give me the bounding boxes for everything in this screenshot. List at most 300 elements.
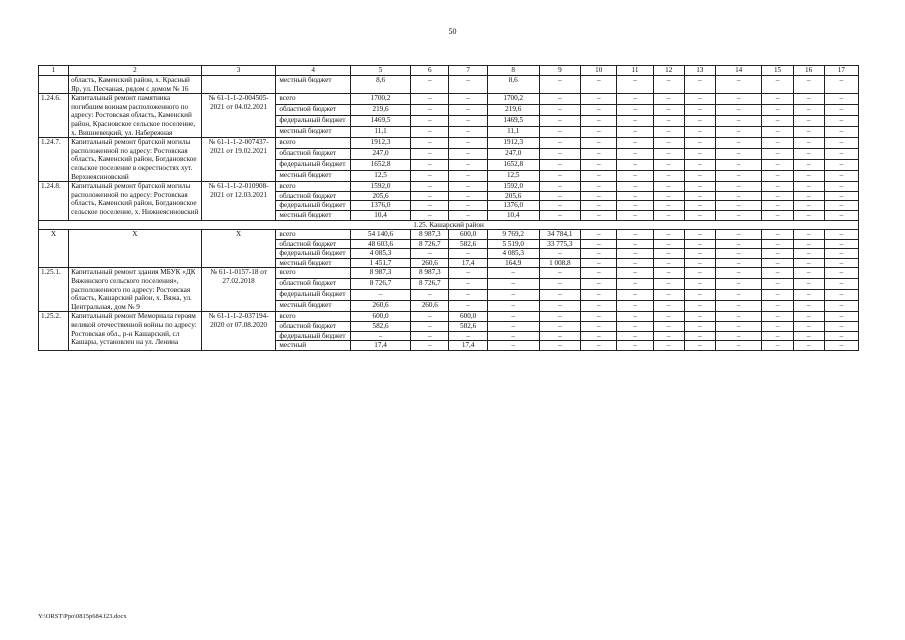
amount-cell: – — [449, 279, 487, 290]
amount-cell: – — [449, 268, 487, 279]
amount-cell: – — [684, 210, 715, 220]
amount-cell: – — [793, 341, 824, 351]
amount-cell: – — [793, 116, 824, 127]
amount-cell: – — [824, 268, 858, 279]
amount-cell: – — [762, 322, 793, 332]
amount-cell: 1912,3 — [351, 138, 411, 149]
amount-cell: – — [617, 127, 653, 138]
amount-cell: – — [653, 76, 684, 94]
amount-cell: 247,0 — [487, 149, 539, 160]
amount-cell: 205,6 — [351, 191, 411, 201]
amount-cell: – — [684, 230, 715, 240]
amount-cell: – — [762, 331, 793, 341]
amount-cell: – — [411, 138, 449, 149]
column-number-cell: 3 — [201, 66, 276, 76]
amount-cell: 10,4 — [351, 210, 411, 220]
amount-cell: – — [793, 322, 824, 332]
amount-cell: – — [793, 149, 824, 160]
item-number — [39, 76, 69, 94]
funding-source: всего — [276, 268, 351, 279]
amount-cell: 9 769,2 — [487, 230, 539, 240]
amount-cell: – — [653, 290, 684, 301]
amount-cell: – — [824, 105, 858, 116]
amount-cell: – — [793, 249, 824, 259]
amount-cell: – — [715, 201, 762, 211]
amount-cell: 11,1 — [351, 127, 411, 138]
amount-cell: – — [715, 105, 762, 116]
amount-cell: 1592,0 — [351, 182, 411, 192]
object-name: Капитальный ремонт здания МБУК «ДК Вяжинского сельского поселения», расположенного по адресу: Ростовская область, Кашарский район, х. Вяжа, ул. Центральная, дом № 9 — [69, 268, 202, 312]
amount-cell: – — [684, 249, 715, 259]
amount-cell: – — [581, 258, 617, 268]
expertise-document: № 61-1-1-2-007437-2021 от 19.02.2021 — [201, 138, 276, 182]
amount-cell: – — [539, 341, 580, 351]
amount-cell: – — [715, 127, 762, 138]
amount-cell: – — [653, 341, 684, 351]
amount-cell: – — [824, 312, 858, 322]
amount-cell: – — [351, 331, 411, 341]
amount-cell: 219,6 — [487, 105, 539, 116]
amount-cell: – — [617, 191, 653, 201]
amount-cell: – — [617, 301, 653, 312]
funding-source: местный бюджет — [276, 127, 351, 138]
funding-source: областной бюджет — [276, 105, 351, 116]
amount-cell: – — [581, 116, 617, 127]
amount-cell: – — [684, 258, 715, 268]
column-number-cell: 12 — [653, 66, 684, 76]
expertise-document: № 61-1-1-2-004505-2021 от 04.02.2021 — [201, 94, 276, 138]
amount-cell: – — [762, 201, 793, 211]
amount-cell: – — [793, 105, 824, 116]
amount-cell: – — [715, 268, 762, 279]
amount-cell: 8,6 — [487, 76, 539, 94]
table-row — [39, 312, 859, 322]
amount-cell: – — [581, 105, 617, 116]
amount-cell: – — [793, 94, 824, 105]
page-number: 50 — [448, 27, 457, 36]
amount-cell: – — [617, 94, 653, 105]
amount-cell: – — [684, 94, 715, 105]
object-name: X — [69, 230, 202, 268]
amount-cell: – — [617, 249, 653, 259]
table-row — [39, 230, 859, 240]
amount-cell: – — [684, 149, 715, 160]
object-name: Капитальный ремонт памятника погибшим воинам расположенного по адресу: Ростовская область, Каменский район, Красновское сельское поселение, х. Вишневецкий, ул. Набережная — [69, 94, 202, 138]
amount-cell: 600,0 — [449, 230, 487, 240]
amount-cell: – — [715, 331, 762, 341]
amount-cell: – — [653, 105, 684, 116]
item-number: 1.24.7. — [39, 138, 69, 182]
amount-cell: – — [449, 149, 487, 160]
amount-cell: – — [762, 301, 793, 312]
amount-cell: – — [539, 160, 580, 171]
amount-cell: – — [617, 279, 653, 290]
amount-cell: – — [793, 210, 824, 220]
amount-cell: – — [411, 182, 449, 192]
amount-cell: – — [411, 105, 449, 116]
funding-source: местный бюджет — [276, 210, 351, 220]
amount-cell: 5 519,0 — [487, 239, 539, 249]
funding-source: федеральный бюджет — [276, 290, 351, 301]
object-name: Капитальный ремонт братской могилы расположенной по адресу: Ростовская область, Каменский район, Богдановское сельское поселение в окрестностях хут. Верхнеясиновский — [69, 138, 202, 182]
amount-cell: – — [487, 301, 539, 312]
funding-source: местный бюджет — [276, 76, 351, 94]
amount-cell: – — [824, 322, 858, 332]
amount-cell: – — [824, 249, 858, 259]
column-number-cell: 15 — [762, 66, 793, 76]
column-number-cell: 4 — [276, 66, 351, 76]
amount-cell: – — [539, 105, 580, 116]
amount-cell: – — [653, 249, 684, 259]
amount-cell: 247,0 — [351, 149, 411, 160]
amount-cell: – — [581, 301, 617, 312]
amount-cell: 10,4 — [487, 210, 539, 220]
amount-cell: – — [411, 312, 449, 322]
amount-cell: 205,6 — [487, 191, 539, 201]
expertise-document: № 61-1-0157-18 от 27.02.2018 — [201, 268, 276, 312]
amount-cell: – — [824, 138, 858, 149]
amount-cell: – — [581, 322, 617, 332]
amount-cell: – — [824, 239, 858, 249]
amount-cell: 219,6 — [351, 105, 411, 116]
amount-cell: – — [824, 230, 858, 240]
funding-source: всего — [276, 230, 351, 240]
amount-cell: – — [824, 201, 858, 211]
amount-cell: – — [715, 76, 762, 94]
amount-cell: – — [824, 331, 858, 341]
amount-cell: – — [449, 76, 487, 94]
amount-cell: – — [715, 171, 762, 182]
amount-cell: – — [762, 239, 793, 249]
amount-cell: 34 784,1 — [539, 230, 580, 240]
amount-cell: 1469,5 — [487, 116, 539, 127]
amount-cell: – — [715, 138, 762, 149]
amount-cell: 1700,2 — [487, 94, 539, 105]
amount-cell: – — [449, 116, 487, 127]
amount-cell: – — [715, 116, 762, 127]
amount-cell: – — [684, 290, 715, 301]
amount-cell: – — [653, 279, 684, 290]
column-number-cell: 7 — [449, 66, 487, 76]
amount-cell: – — [715, 182, 762, 192]
amount-cell: – — [581, 191, 617, 201]
amount-cell: 164,9 — [487, 258, 539, 268]
funding-source: федеральный бюджет — [276, 160, 351, 171]
amount-cell: – — [487, 341, 539, 351]
amount-cell: – — [715, 239, 762, 249]
expertise-document: X — [201, 230, 276, 268]
amount-cell: – — [653, 239, 684, 249]
amount-cell: – — [824, 191, 858, 201]
amount-cell: – — [762, 290, 793, 301]
amount-cell: – — [539, 331, 580, 341]
amount-cell: – — [411, 331, 449, 341]
amount-cell: – — [762, 116, 793, 127]
table-row — [39, 268, 859, 279]
amount-cell: – — [684, 239, 715, 249]
amount-cell: – — [449, 127, 487, 138]
amount-cell: – — [449, 105, 487, 116]
amount-cell: 17,4 — [449, 258, 487, 268]
amount-cell: – — [715, 322, 762, 332]
amount-cell: – — [449, 201, 487, 211]
amount-cell: – — [581, 182, 617, 192]
column-number-cell: 14 — [715, 66, 762, 76]
amount-cell: – — [762, 94, 793, 105]
amount-cell: – — [581, 279, 617, 290]
amount-cell: – — [449, 94, 487, 105]
column-number-cell: 8 — [487, 66, 539, 76]
amount-cell: – — [539, 268, 580, 279]
amount-cell: – — [793, 230, 824, 240]
amount-cell: 48 603,6 — [351, 239, 411, 249]
column-number-cell: 6 — [411, 66, 449, 76]
funding-source: областной бюджет — [276, 239, 351, 249]
amount-cell: – — [684, 127, 715, 138]
amount-cell: – — [793, 258, 824, 268]
amount-cell: – — [539, 127, 580, 138]
amount-cell: – — [793, 191, 824, 201]
amount-cell: 582,6 — [449, 239, 487, 249]
column-number-cell: 11 — [617, 66, 653, 76]
amount-cell: – — [449, 331, 487, 341]
amount-cell: – — [653, 191, 684, 201]
column-number-cell: 13 — [684, 66, 715, 76]
amount-cell: – — [449, 210, 487, 220]
amount-cell: – — [581, 230, 617, 240]
amount-cell: – — [449, 191, 487, 201]
amount-cell: – — [684, 138, 715, 149]
amount-cell: – — [824, 301, 858, 312]
table-row — [39, 94, 859, 105]
amount-cell: – — [539, 191, 580, 201]
amount-cell: – — [793, 312, 824, 322]
column-number-cell: 5 — [351, 66, 411, 76]
table-row — [39, 76, 859, 94]
amount-cell: – — [581, 127, 617, 138]
amount-cell: – — [487, 331, 539, 341]
amount-cell: 582,6 — [449, 322, 487, 332]
amount-cell: 12,5 — [487, 171, 539, 182]
amount-cell: – — [539, 301, 580, 312]
amount-cell: – — [762, 127, 793, 138]
amount-cell: – — [449, 171, 487, 182]
funding-source: федеральный бюджет — [276, 331, 351, 341]
column-number-cell: 1 — [39, 66, 69, 76]
amount-cell: – — [684, 312, 715, 322]
amount-cell: 1376,0 — [351, 201, 411, 211]
item-number: 1.25.1. — [39, 268, 69, 312]
amount-cell: – — [762, 76, 793, 94]
funding-source: местный бюджет — [276, 171, 351, 182]
amount-cell: – — [617, 268, 653, 279]
amount-cell: – — [715, 258, 762, 268]
amount-cell: – — [581, 312, 617, 322]
amount-cell: – — [715, 191, 762, 201]
amount-cell: – — [581, 171, 617, 182]
amount-cell: – — [793, 76, 824, 94]
amount-cell: 260,6 — [411, 301, 449, 312]
amount-cell: – — [539, 171, 580, 182]
amount-cell: – — [581, 341, 617, 351]
funding-source: всего — [276, 138, 351, 149]
amount-cell: – — [684, 76, 715, 94]
column-number-cell: 2 — [69, 66, 202, 76]
amount-cell: – — [487, 268, 539, 279]
amount-cell: – — [653, 331, 684, 341]
column-number-cell: 9 — [539, 66, 580, 76]
amount-cell: – — [715, 210, 762, 220]
amount-cell: – — [581, 138, 617, 149]
amount-cell: – — [824, 258, 858, 268]
budget-table — [38, 65, 859, 351]
amount-cell: – — [653, 116, 684, 127]
amount-cell: – — [824, 210, 858, 220]
section-row — [39, 220, 859, 230]
amount-cell: – — [762, 171, 793, 182]
object-name: Капитальный ремонт Мемориала героям великой отечественной войны по адресу: Ростовская обл., р-н Кашарский, сл Кашары, установлен на ул. Ленина — [69, 312, 202, 350]
amount-cell: – — [653, 230, 684, 240]
amount-cell: – — [449, 249, 487, 259]
amount-cell: – — [411, 76, 449, 94]
amount-cell: – — [653, 322, 684, 332]
amount-cell: – — [539, 201, 580, 211]
amount-cell: – — [617, 210, 653, 220]
amount-cell: – — [762, 258, 793, 268]
amount-cell: – — [684, 171, 715, 182]
amount-cell: – — [824, 171, 858, 182]
amount-cell: – — [539, 94, 580, 105]
amount-cell: – — [539, 138, 580, 149]
amount-cell: 1700,2 — [351, 94, 411, 105]
amount-cell: 1376,0 — [487, 201, 539, 211]
amount-cell: – — [793, 331, 824, 341]
amount-cell: – — [715, 149, 762, 160]
funding-source: областной бюджет — [276, 191, 351, 201]
amount-cell: 8 726,7 — [411, 239, 449, 249]
amount-cell: – — [684, 105, 715, 116]
amount-cell: – — [617, 230, 653, 240]
amount-cell: – — [684, 322, 715, 332]
amount-cell: – — [653, 210, 684, 220]
amount-cell: – — [715, 312, 762, 322]
amount-cell: – — [793, 268, 824, 279]
amount-cell: – — [684, 160, 715, 171]
funding-source: федеральный бюджет — [276, 201, 351, 211]
amount-cell: – — [617, 331, 653, 341]
file-path-footer: Y:\ORST\Ppo\0815p684.f23.docx — [38, 613, 127, 620]
amount-cell: – — [581, 239, 617, 249]
amount-cell: – — [539, 149, 580, 160]
amount-cell: – — [653, 312, 684, 322]
amount-cell: – — [793, 290, 824, 301]
amount-cell: 1 008,8 — [539, 258, 580, 268]
funding-source: федеральный бюджет — [276, 249, 351, 259]
column-number-cell: 17 — [824, 66, 858, 76]
amount-cell: – — [684, 331, 715, 341]
amount-cell: – — [684, 191, 715, 201]
item-number: X — [39, 230, 69, 268]
amount-cell: 8 726,7 — [411, 279, 449, 290]
funding-source: местный бюджет — [276, 258, 351, 268]
amount-cell: 17,4 — [449, 341, 487, 351]
amount-cell: – — [411, 249, 449, 259]
amount-cell: – — [487, 312, 539, 322]
funding-source: местный — [276, 341, 351, 351]
amount-cell: – — [793, 301, 824, 312]
object-name: область, Каменский район, х. Красный Яр, ул. Песчаная, рядом с домом № 16 — [69, 76, 202, 94]
amount-cell: – — [617, 239, 653, 249]
amount-cell: – — [411, 160, 449, 171]
amount-cell: – — [581, 76, 617, 94]
amount-cell: – — [684, 116, 715, 127]
amount-cell: – — [617, 105, 653, 116]
amount-cell: – — [411, 290, 449, 301]
amount-cell: 11,1 — [487, 127, 539, 138]
object-name: Капитальный ремонт братской могилы расположенной по адресу: Ростовская область, Каменский район, Богдановское сельское поселение, х. Нижнеясиновский — [69, 182, 202, 220]
amount-cell: 8 987,3 — [411, 268, 449, 279]
amount-cell: – — [793, 127, 824, 138]
amount-cell: – — [617, 341, 653, 351]
amount-cell: – — [715, 301, 762, 312]
amount-cell: – — [617, 201, 653, 211]
item-number: 1.24.6. — [39, 94, 69, 138]
amount-cell: – — [653, 127, 684, 138]
amount-cell: – — [581, 149, 617, 160]
amount-cell: – — [715, 249, 762, 259]
funding-source: всего — [276, 94, 351, 105]
amount-cell: – — [684, 201, 715, 211]
column-number-row — [39, 66, 859, 76]
column-number-cell: 10 — [581, 66, 617, 76]
amount-cell: – — [617, 312, 653, 322]
amount-cell: 12,5 — [351, 171, 411, 182]
amount-cell: – — [762, 268, 793, 279]
amount-cell: – — [824, 182, 858, 192]
amount-cell: – — [449, 182, 487, 192]
amount-cell: – — [351, 290, 411, 301]
amount-cell: – — [824, 149, 858, 160]
amount-cell: – — [487, 290, 539, 301]
amount-cell: – — [617, 258, 653, 268]
amount-cell: – — [581, 210, 617, 220]
amount-cell: – — [539, 290, 580, 301]
amount-cell: – — [581, 290, 617, 301]
amount-cell: – — [824, 116, 858, 127]
amount-cell: – — [617, 290, 653, 301]
amount-cell: – — [715, 160, 762, 171]
amount-cell: 8 726,7 — [351, 279, 411, 290]
amount-cell: 582,6 — [351, 322, 411, 332]
expertise-document: № 61-1-1-2-037194-2020 от 07.08.2020 — [201, 312, 276, 350]
amount-cell: 1 451,7 — [351, 258, 411, 268]
amount-cell: – — [539, 210, 580, 220]
amount-cell: – — [762, 210, 793, 220]
amount-cell: – — [824, 290, 858, 301]
item-number: 1.24.8. — [39, 182, 69, 220]
amount-cell: – — [617, 160, 653, 171]
amount-cell: – — [411, 94, 449, 105]
amount-cell: – — [539, 76, 580, 94]
amount-cell: – — [411, 341, 449, 351]
amount-cell: – — [653, 94, 684, 105]
amount-cell: 8 987,3 — [411, 230, 449, 240]
amount-cell: – — [824, 160, 858, 171]
amount-cell: – — [684, 182, 715, 192]
amount-cell: – — [653, 268, 684, 279]
amount-cell: – — [715, 341, 762, 351]
amount-cell: – — [581, 331, 617, 341]
